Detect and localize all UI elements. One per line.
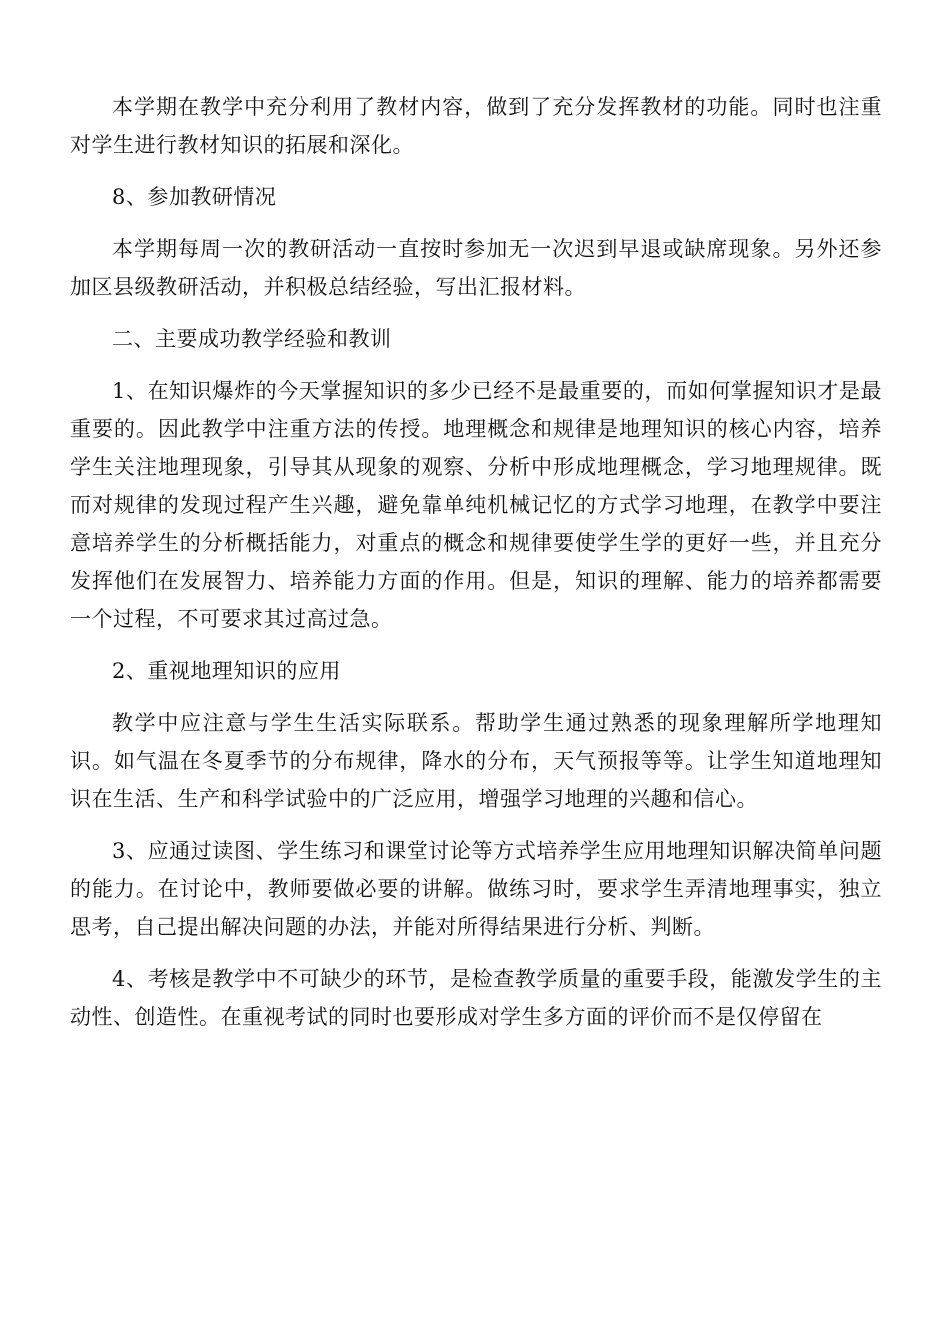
paragraph-research-attendance: 本学期每周一次的教研活动一直按时参加无一次迟到早退或缺席现象。另外还参加区县级教研活动，并积极总结经验，写出汇报材料。 [70, 237, 882, 299]
heading-knowledge-application: 2、重视地理知识的应用 [112, 659, 341, 683]
paragraph-assessment: 4、考核是教学中不可缺少的环节，是检查教学质量的重要手段，能激发学生的主动性、创造性。在重视考试的同时也要形成对学生多方面的评价而不是仅停留在 [70, 967, 882, 1029]
heading-teaching-research: 8、参加教研情况 [112, 185, 277, 209]
heading-experience-lessons: 二、主要成功教学经验和教训 [112, 327, 392, 351]
paragraph-problem-solving: 3、应通过读图、学生练习和课堂讨论等方式培养学生应用地理知识解决简单问题的能力。在讨论中，教师要做必要的讲解。做练习时，要求学生弄清地理事实，独立思考，自己提出解决问题的办法，并能对所得结果进行分析、判断。 [70, 839, 882, 939]
paragraph-real-life-connection: 教学中应注意与学生生活实际联系。帮助学生通过熟悉的现象理解所学地理知识。如气温在冬夏季节的分布规律，降水的分布，天气预报等等。让学生知道地理知识在生活、生产和科学试验中的广泛应用，增强学习地理的兴趣和信心。 [70, 711, 882, 811]
paragraph-teaching-methods: 1、在知识爆炸的今天掌握知识的多少已经不是最重要的，而如何掌握知识才是最重要的。因此教学中注重方法的传授。地理概念和规律是地理知识的核心内容，培养学生关注地理现象，引导其从现象的观察、分析中形成地理概念，学习地理规律。既而对规律的发现过程产生兴趣，避免靠单纯机械记忆的方式学习地理，在教学中要注意培养学生的分析概括能力，对重点的概念和规律要使学生学的更好一些，并且充分发挥他们在发展智力、培养能力方面的作用。但是，知识的理解、能力的培养都需要一个过程，不可要求其过高过急。 [70, 379, 882, 631]
paragraph-textbook-usage: 本学期在教学中充分利用了教材内容，做到了充分发挥教材的功能。同时也注重对学生进行教材知识的拓展和深化。 [70, 95, 882, 157]
document-body [70, 88, 882, 1050]
